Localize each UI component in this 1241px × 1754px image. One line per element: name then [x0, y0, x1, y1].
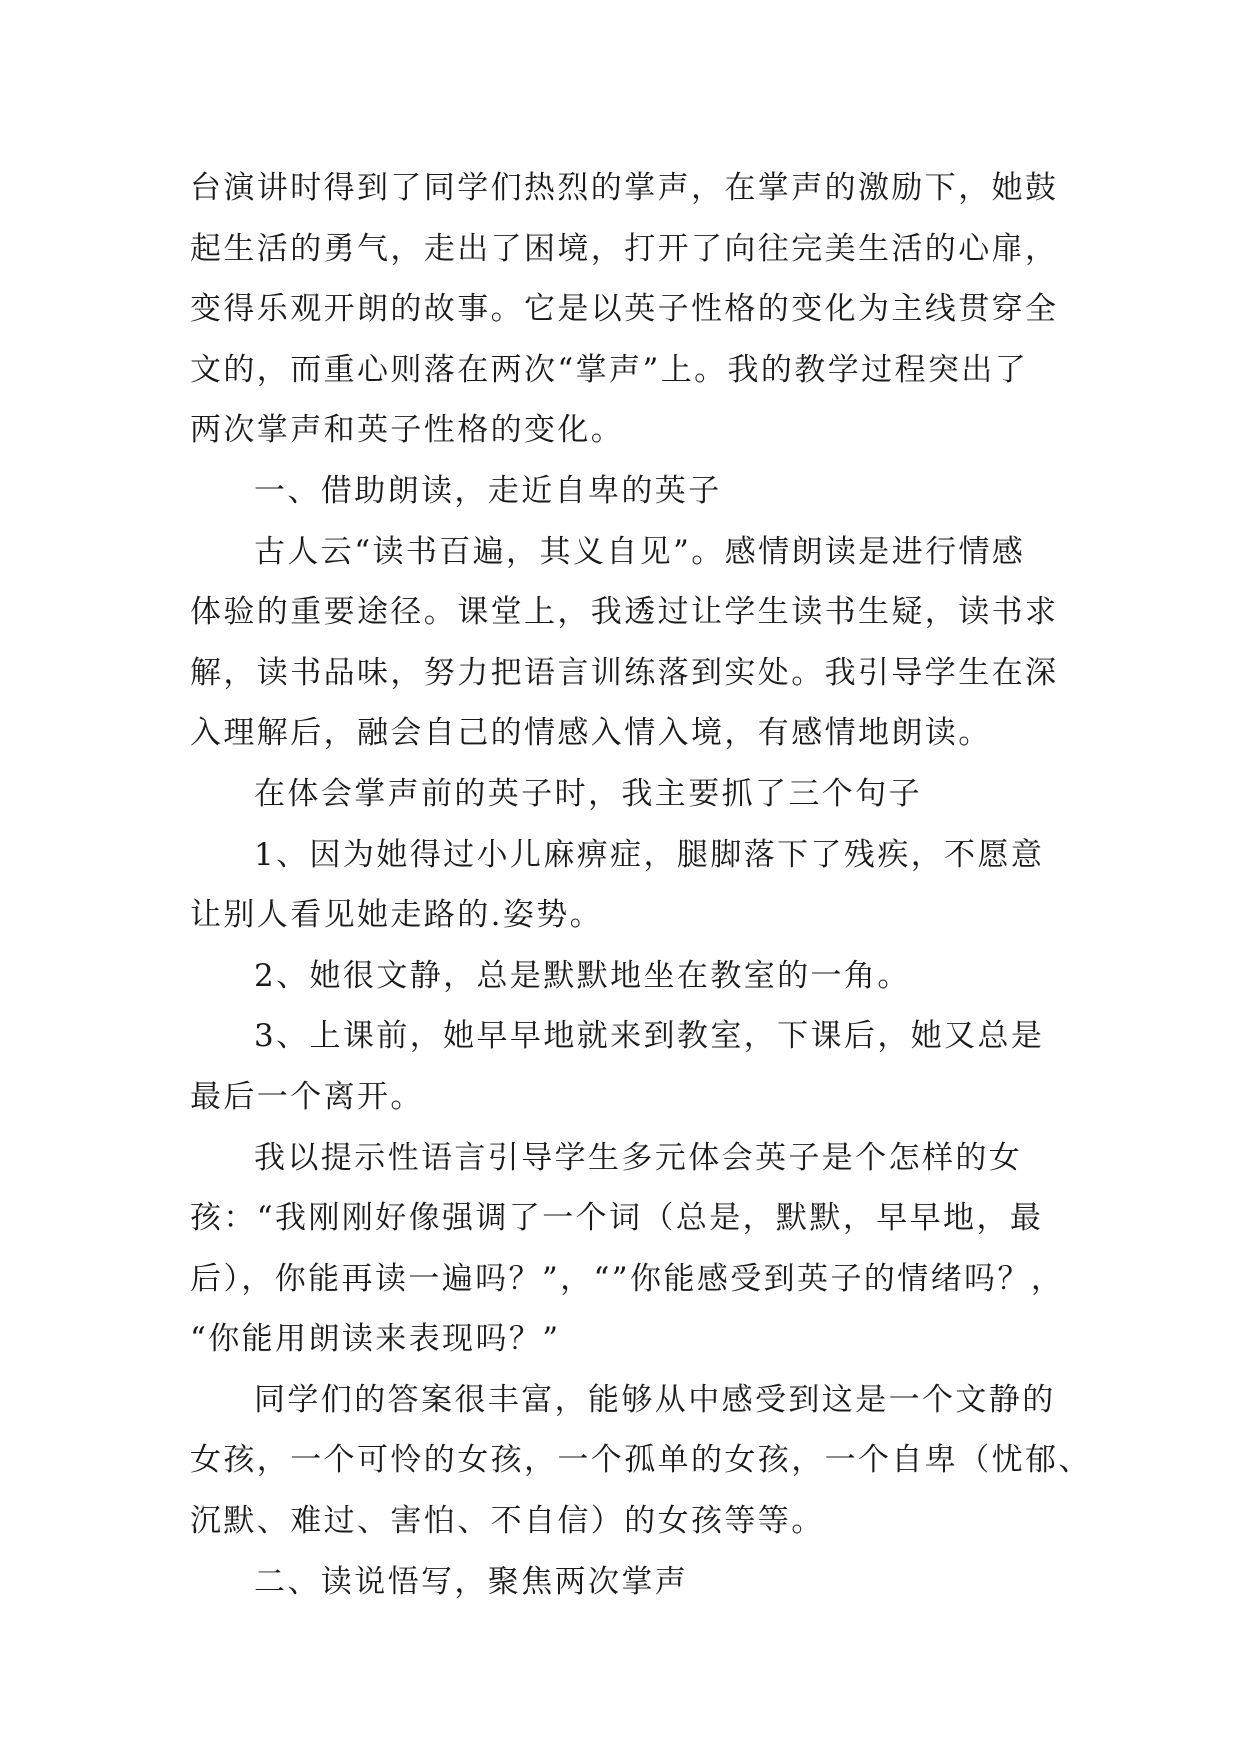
section-heading: 二、读说悟写，聚焦两次掌声 [254, 1563, 689, 1600]
list-item: 2、她很文静，总是默默地坐在教室的一角。 [254, 957, 911, 994]
text-line: 女孩，一个可怜的女孩，一个孤单的女孩，一个自卑（忧郁、 [190, 1442, 1092, 1479]
text-line: 让别人看见她走路的.姿势。 [190, 897, 604, 934]
text-line: 解，读书品味，努力把语言训练落到实处。我引导学生在深 [190, 654, 1059, 691]
text-line: 体验的重要途径。课堂上，我透过让学生读书生疑，读书求 [190, 594, 1059, 631]
text-line: 入理解后，融会自己的情感入情入境，有感情地朗读。 [190, 715, 992, 752]
text-line: 沉默、难过、害怕、不自信）的女孩等等。 [190, 1503, 825, 1540]
list-item: 3、上课前，她早早地就来到教室，下课后，她又总是 [254, 1018, 1045, 1055]
section-heading: 一、借助朗读，走近自卑的英子 [254, 472, 722, 509]
text-line: 同学们的答案很丰富，能够从中感受到这是一个文静的 [254, 1381, 1056, 1418]
text-line: 文的，而重心则落在两次“掌声”上。我的教学过程突出了 [190, 351, 1029, 388]
text-line: 变得乐观开朗的故事。它是以英子性格的变化为主线贯穿全 [190, 291, 1059, 328]
text-line: 古人云“读书百遍，其义自见”。感情朗读是进行情感 [254, 533, 1026, 570]
text-line: “你能用朗读来表现吗？” [190, 1321, 561, 1358]
text-line: 孩：“我刚刚好像强调了一个词（总是，默默，早早地，最 [190, 1200, 1044, 1237]
text-line: 在体会掌声前的英子时，我主要抓了三个句子 [254, 775, 922, 812]
text-line: 两次掌声和英子性格的变化。 [190, 412, 625, 449]
text-line: 后），你能再读一遍吗？”，“”你能感受到英子的情绪吗？， [190, 1260, 1065, 1297]
document-body [190, 158, 1092, 1612]
text-line: 我以提示性语言引导学生多元体会英子是个怎样的女 [254, 1139, 1023, 1176]
list-item: 1、因为她得过小儿麻痹症，腿脚落下了残疾，不愿意 [254, 836, 1045, 873]
text-line: 最后一个离开。 [190, 1078, 424, 1115]
text-line: 起生活的勇气，走出了困境，打开了向往完美生活的心扉， [190, 230, 1059, 267]
text-line: 台演讲时得到了同学们热烈的掌声，在掌声的激励下，她鼓 [190, 170, 1059, 206]
